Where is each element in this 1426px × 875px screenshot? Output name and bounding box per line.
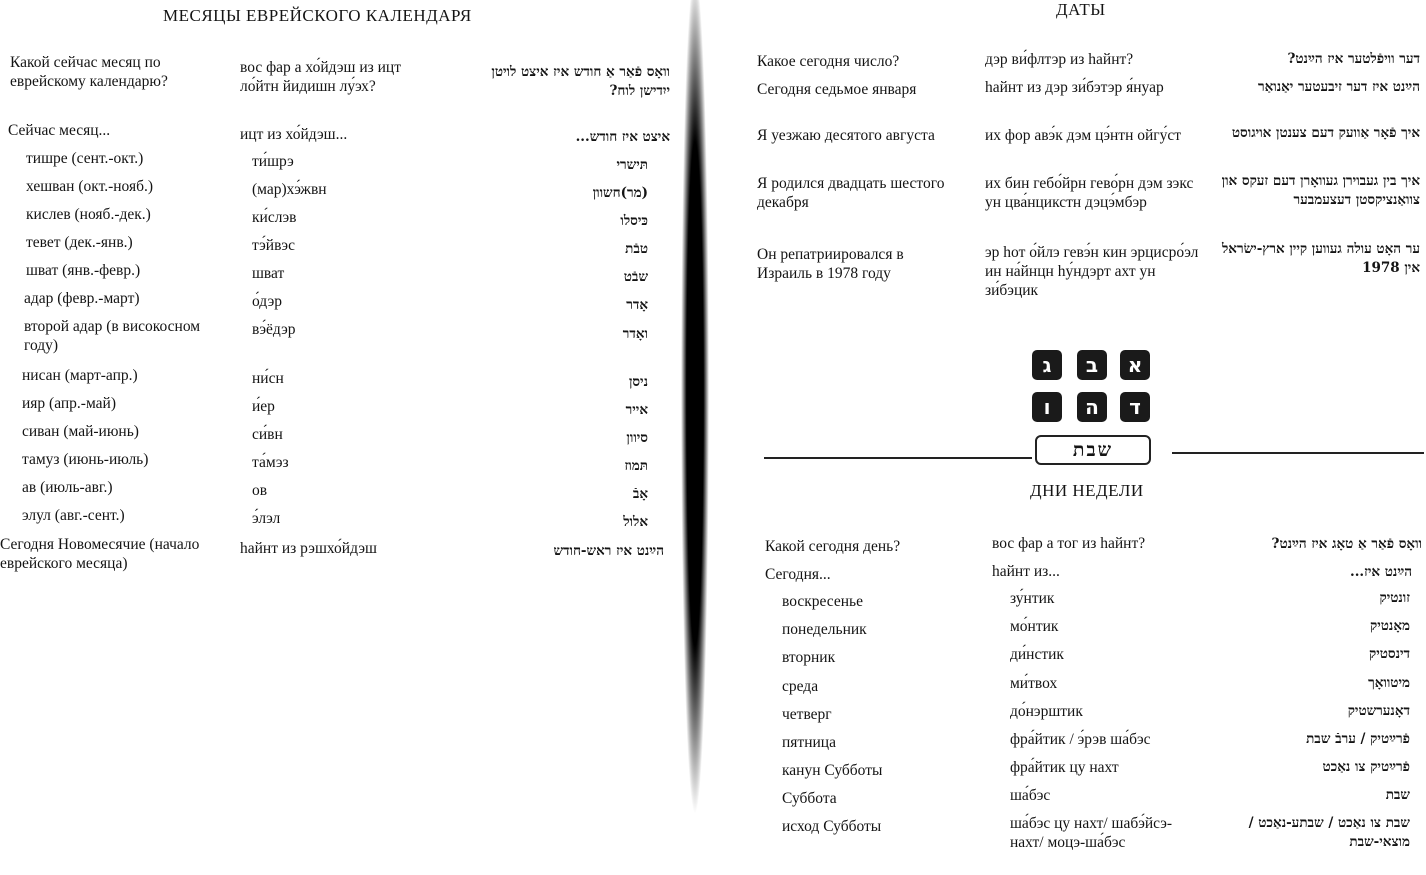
day-row-yiddish: דאָנערשטיק (1347, 703, 1410, 719)
month-row-ru: шват (янв.-февр.) (26, 262, 141, 279)
date-row-translit: эр hот о́йлэ гевэ́н кин эрцисро́эл ин на́йнцн hу́ндэрт ахт ун зи́бэцик (985, 244, 1199, 299)
month-row-translit: ов (252, 482, 268, 499)
month-row-ru: элул (авг.-сент.) (22, 507, 125, 524)
shabbat-emblem: שבת (1035, 435, 1151, 465)
letter-tile-gimel: ג (1032, 350, 1062, 380)
month-row-yiddish: טבֿת (625, 241, 648, 257)
day-row-yiddish: זונטיק (1379, 590, 1410, 606)
month-row-ru: адар (февр.-март) (24, 290, 140, 307)
left-page (0, 0, 690, 875)
month-row-translit: ни́сн (252, 370, 284, 387)
days-today-translit: hайнт из... (992, 563, 1060, 580)
day-row-yiddish: פֿרײַטיק צו נאַכט (1322, 759, 1410, 775)
month-row-ru: сиван (май-июнь) (22, 423, 139, 440)
month-row-yiddish: שבֿט (623, 269, 648, 285)
day-row-translit: зу́нтик (1010, 590, 1055, 607)
date-row-yiddish: דער וויפֿלטער איז הײַנט? (1287, 51, 1420, 67)
date-row-ru: Я уезжаю десятого августа (757, 127, 935, 144)
day-row-ru: понедельник (782, 621, 867, 638)
month-row-ru: нисан (март-апр.) (22, 367, 138, 384)
month-question-yiddish: וואָס פֿאַר אַ חודש איז איצט לויטן ייִדישן לוח? (491, 64, 670, 99)
day-row-ru: пятница (782, 734, 836, 751)
days-today-ru: Сегодня... (765, 566, 831, 583)
months-title: МЕСЯЦЫ ЕВРЕЙСКОГО КАЛЕНДАРЯ (163, 6, 472, 25)
day-row-yiddish: פֿרײַטיק / ערבֿ שבת (1306, 731, 1410, 747)
month-row-yiddish: אָבֿ (632, 486, 648, 502)
month-row-yiddish: כּיסלו (620, 213, 648, 229)
month-row-yiddish: סיוון (626, 430, 648, 446)
month-row-translit: ти́шрэ (252, 153, 294, 170)
dates-title: ДАТЫ (1056, 0, 1106, 19)
month-row-yiddish: אָדר (626, 297, 648, 313)
month-row-ru: тамуз (июнь-июль) (22, 451, 149, 468)
day-row-ru: воскресенье (782, 593, 863, 610)
letter-tile-alef: א (1120, 350, 1150, 380)
date-row-translit: их бин гебо́йрн гево́рн дэм зэкс ун цва́нцикстн дэцэ́мбэр (985, 175, 1194, 211)
month-row-translit: си́вн (252, 426, 283, 443)
month-row-ru: кислев (нояб.-дек.) (26, 206, 151, 223)
month-row-translit: и́ер (252, 398, 275, 415)
day-row-translit: фра́йтик / э́рэв ша́бэс (1010, 731, 1151, 748)
month-row-translit: (мар)хэ́жвн (252, 181, 327, 198)
month-row-translit: о́дэр (252, 293, 282, 310)
days-question-translit: вос фар а тог из hайнт? (992, 535, 1146, 552)
day-row-yiddish: שבת צו נאַכט / שבתע-נאַכט / מוצאי-שבת (1248, 815, 1410, 850)
month-now-yiddish: איצט איז חודש... (575, 129, 670, 145)
month-question-translit: вос фар а хо́йдэш из ицт ло́йтн йидишн лу́эх? (240, 59, 402, 95)
date-row-translit: дэр ви́флтэр из hайнт? (985, 51, 1134, 68)
month-row-ru: тевет (дек.-янв.) (26, 234, 133, 251)
day-row-translit: ди́нстик (1010, 646, 1064, 663)
month-row-ru: второй адар (в високосном году) (24, 318, 201, 354)
day-row-yiddish: דינסטיק (1368, 646, 1410, 662)
date-row-translit: hайнт из дэр зи́бэтэр я́нуар (985, 79, 1164, 96)
month-row-yiddish: אייר (625, 402, 648, 418)
month-row-ru: ияр (апр.-май) (22, 395, 117, 412)
divider-right (1172, 452, 1424, 454)
new-moon-translit: hайнт из рэшхо́йдэш (240, 540, 377, 557)
date-row-yiddish: ער האָט עולה געווען קיין ארץ-ישׂראל אין 1978 (1221, 241, 1420, 276)
month-row-ru: ав (июль-авг.) (22, 479, 113, 496)
days-today-yiddish: הײַנט איז... (1350, 564, 1412, 580)
day-row-translit: ми́твох (1010, 675, 1058, 692)
days-title: ДНИ НЕДЕЛИ (1030, 481, 1144, 500)
month-row-translit: вэ́ёдэр (252, 321, 296, 338)
date-row-ru: Он репатриировался в Израиль в 1978 году (757, 246, 904, 282)
day-row-ru: вторник (782, 649, 836, 666)
month-row-yiddish: ואָדר (622, 326, 648, 342)
day-row-translit: ша́бэс цу нахт/ шабэ́йсэ-нахт/ моцэ-ша́бэс (1010, 815, 1173, 851)
letter-tile-vav: ו (1032, 392, 1062, 422)
days-question-yiddish: וואָס פֿאַר אַ טאָג איז הײַנט? (1271, 536, 1422, 552)
month-row-translit: шват (252, 265, 285, 282)
month-row-yiddish: (מר)חשוון (592, 185, 648, 201)
letter-tile-bet: ב (1077, 350, 1107, 380)
new-moon-ru: Сегодня Новомесячие (начало еврейского месяца) (0, 536, 200, 572)
month-now-ru: Сейчас месяц... (8, 122, 111, 139)
date-row-ru: Какое сегодня число? (757, 53, 900, 70)
day-row-ru: Суббота (782, 790, 837, 807)
day-row-yiddish: מיטוואָך (1368, 675, 1410, 691)
month-row-yiddish: תּישרי (616, 157, 648, 173)
month-row-ru: хешван (окт.-нояб.) (26, 178, 154, 195)
days-question-ru: Какой сегодня день? (765, 538, 901, 555)
divider-left (764, 457, 1032, 459)
letter-tile-he: ה (1077, 392, 1107, 422)
month-question-ru: Какой сейчас месяц по еврейскому календарю? (10, 54, 168, 90)
month-row-yiddish: אלול (623, 514, 648, 530)
day-row-translit: мо́нтик (1010, 618, 1059, 635)
day-row-yiddish: שבת (1385, 787, 1410, 803)
date-row-ru: Сегодня седьмое января (757, 81, 917, 98)
month-row-ru: тишре (сент.-окт.) (26, 150, 144, 167)
day-row-ru: исход Субботы (782, 818, 882, 835)
day-row-ru: канун Субботы (782, 762, 883, 779)
month-row-translit: та́мэз (252, 454, 289, 471)
date-row-yiddish: הײַנט איז דער זיבעטער יאַנואַר (1258, 79, 1420, 95)
day-row-ru: среда (782, 678, 819, 695)
date-row-yiddish: איך פֿאָר אַוועק דעם צענטן אויגוסט (1231, 125, 1420, 141)
month-row-yiddish: תּמוז (624, 458, 648, 474)
letter-tile-dalet: ד (1120, 392, 1150, 422)
date-row-ru: Я родился двадцать шестого декабря (757, 175, 945, 211)
day-row-yiddish: מאָנטיק (1370, 618, 1410, 634)
month-row-yiddish: ניסן (628, 374, 648, 390)
date-row-translit: их фор авэ́к дэм цэ́нтн ойгу́ст (985, 127, 1182, 144)
day-row-translit: фра́йтик цу нахт (1010, 759, 1119, 776)
month-row-translit: ки́слэв (252, 209, 297, 226)
day-row-translit: ша́бэс (1010, 787, 1051, 804)
new-moon-yiddish: הײַנט איז ראש-חודש (553, 543, 664, 559)
book-gutter-shadow (678, 0, 712, 875)
month-row-translit: тэ́йвэс (252, 237, 295, 254)
date-row-yiddish: איך בין געבוירן געוואָרן דעם זעקס און צוואַנציקסטן דעצעמבער (1221, 173, 1420, 208)
month-now-translit: ицт из хо́йдэш... (240, 126, 348, 143)
month-row-translit: э́лэл (252, 510, 281, 527)
day-row-ru: четверг (782, 706, 832, 723)
day-row-translit: до́нэрштик (1010, 703, 1083, 720)
